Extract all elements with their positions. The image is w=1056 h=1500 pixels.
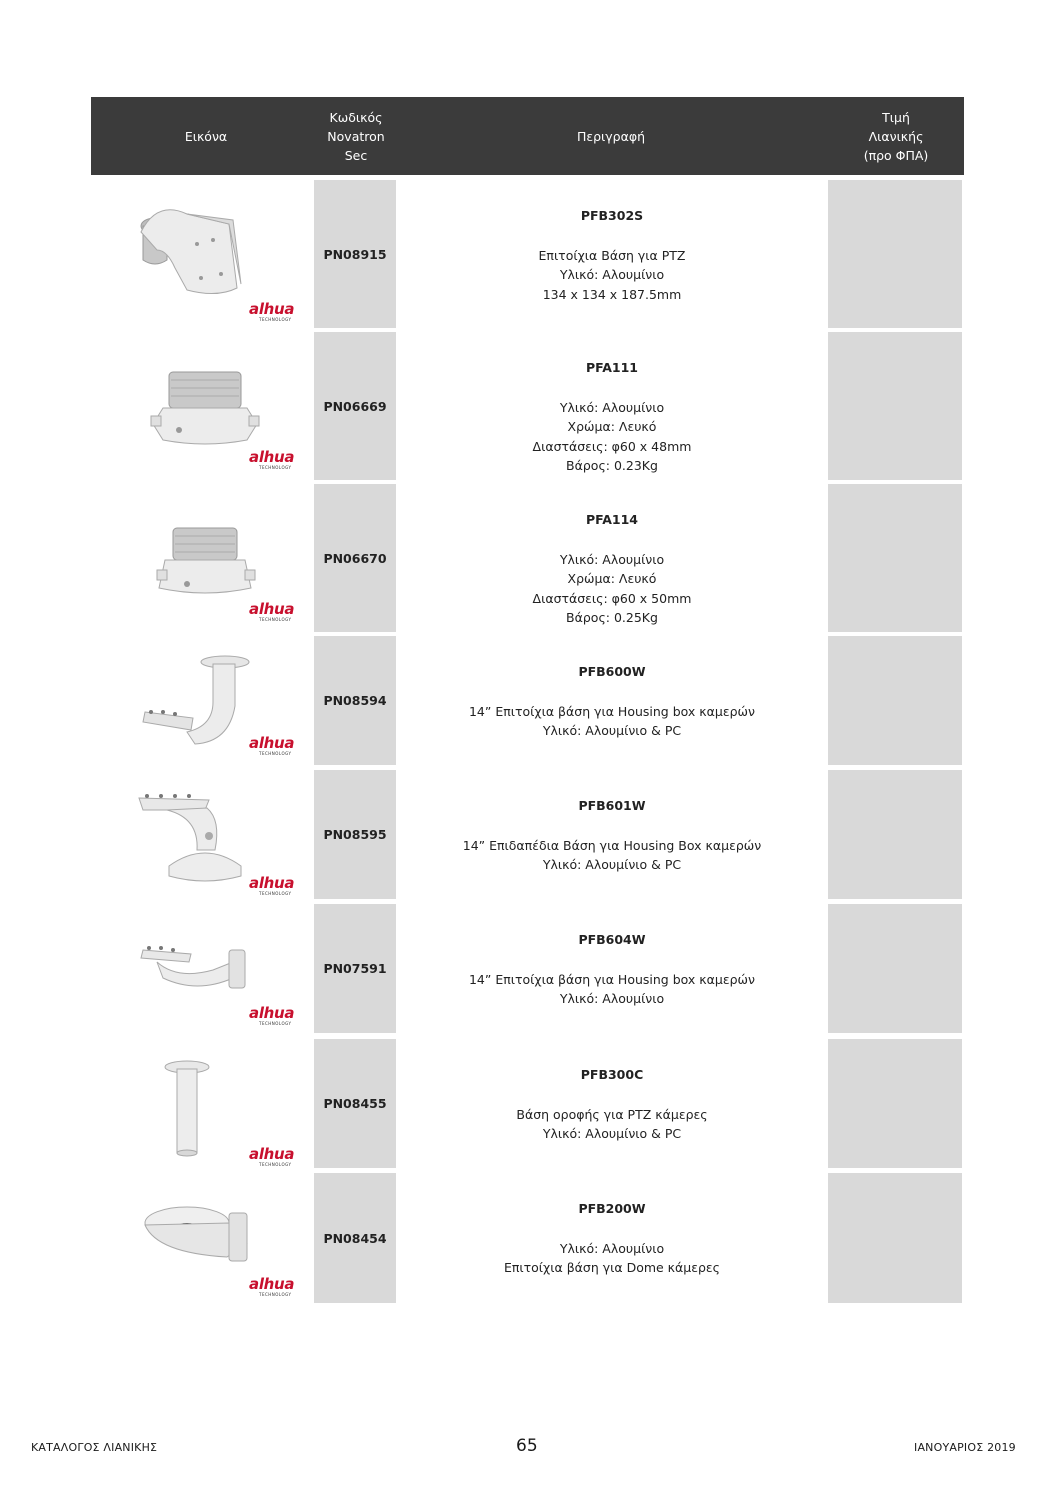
product-code: PN08595 <box>314 770 396 899</box>
product-model: PFA114 <box>585 512 639 527</box>
product-model: PFB604W <box>578 932 646 947</box>
table-row <box>91 484 964 632</box>
table-row <box>91 1173 964 1303</box>
footer-catalog-title: ΚΑΤΑΛΟΓΟΣ ΛΙΑΝΙΚΗΣ <box>31 1441 158 1454</box>
product-model: PFB300C <box>580 1067 644 1082</box>
product-code: PN06669 <box>314 332 396 480</box>
logo-mark: alhua <box>249 874 295 892</box>
description-line: 134 x 134 x 187.5mm <box>542 286 682 302</box>
description-line: Υλικό: Αλουμίνιο <box>559 399 665 415</box>
product-description <box>406 1039 818 1168</box>
description-line: Βάση οροφής για PTZ κάμερες <box>516 1106 708 1122</box>
description-line: Χρώμα: Λευκό <box>567 571 657 586</box>
logo-mark: alhua <box>249 1275 295 1293</box>
logo-sub: TECHNOLOGY <box>259 617 292 622</box>
description-line: Υλικό: Αλουμίνιο & PC <box>542 723 682 738</box>
price-cell <box>828 770 962 899</box>
product-description <box>406 904 818 1033</box>
product-image-cell <box>117 1039 307 1168</box>
description-line: Επιτοίχια βάση για Dome κάμερες <box>503 1260 721 1275</box>
product-code: PN08915 <box>314 180 396 328</box>
logo-sub: TECHNOLOGY <box>259 1021 292 1026</box>
table-row <box>91 180 964 328</box>
logo-mark: alhua <box>249 1145 295 1163</box>
price-cell <box>828 484 962 632</box>
product-description <box>406 1173 818 1303</box>
dahua-logo <box>249 1004 295 1026</box>
table-row <box>91 770 964 899</box>
description-line: 14” Επιτοίχια βάση για Housing box καμερών <box>468 703 755 719</box>
dahua-logo <box>249 874 295 896</box>
product-model: PFB601W <box>578 798 646 813</box>
header-image: Εικόνα <box>184 128 228 144</box>
logo-mark: alhua <box>249 300 295 318</box>
price-cell <box>828 904 962 1033</box>
product-model: PFB600W <box>578 664 646 679</box>
description-line: Διαστάσεις: φ60 x 50mm <box>532 590 692 606</box>
product-description <box>406 636 818 765</box>
description-line: 14” Επιτοίχια βάση για Housing box καμερών <box>468 971 755 987</box>
footer-date: ΙΑΝΟΥΑΡΙΟΣ 2019 <box>914 1441 1016 1454</box>
description-line: Υλικό: Αλουμίνιο <box>559 1240 665 1256</box>
price-cell <box>828 332 962 480</box>
product-description <box>406 770 818 899</box>
description-line: Υλικό: Αλουμίνιο <box>559 991 665 1006</box>
page-number: 65 <box>516 1436 538 1456</box>
product-image-cell <box>117 484 307 632</box>
dahua-logo <box>249 300 295 322</box>
product-code: PN08594 <box>314 636 396 765</box>
product-model: PFB302S <box>580 208 644 223</box>
logo-mark: alhua <box>249 600 295 618</box>
product-image-cell <box>117 180 307 328</box>
logo-sub: TECHNOLOGY <box>259 891 292 896</box>
logo-mark: alhua <box>249 448 295 466</box>
product-code: PN07591 <box>314 904 396 1033</box>
product-code: PN08454 <box>314 1173 396 1303</box>
product-model: PFA111 <box>585 360 639 375</box>
product-description <box>406 180 818 328</box>
logo-mark: alhua <box>249 734 295 752</box>
product-image-cell <box>117 1173 307 1303</box>
dahua-logo <box>249 1145 295 1167</box>
product-image-cell <box>117 770 307 899</box>
product-description <box>406 484 818 632</box>
header-code-label: Κωδικός Novatron Sec <box>327 109 385 163</box>
header-price-label: Τιμή Λιανικής (προ ΦΠΑ) <box>863 109 929 163</box>
price-cell <box>828 180 962 328</box>
product-code: PN06670 <box>314 484 396 632</box>
dahua-logo <box>249 448 295 470</box>
logo-sub: TECHNOLOGY <box>259 1292 292 1297</box>
description-line: Διαστάσεις: φ60 x 48mm <box>532 438 692 454</box>
logo-mark: alhua <box>249 1004 295 1022</box>
header-code <box>316 97 396 175</box>
dahua-logo <box>249 1275 295 1297</box>
product-image-cell <box>117 332 307 480</box>
price-cell <box>828 1039 962 1168</box>
dahua-logo <box>249 600 295 622</box>
product-image-cell <box>117 904 307 1033</box>
logo-sub: TECHNOLOGY <box>259 1162 292 1167</box>
product-description <box>406 332 818 480</box>
product-code: PN08455 <box>314 1039 396 1168</box>
table-row <box>91 332 964 480</box>
description-line: Βάρος: 0.25Kg <box>566 610 658 625</box>
price-cell <box>828 636 962 765</box>
description-line: Χρώμα: Λευκό <box>567 419 657 434</box>
description-line: Υλικό: Αλουμίνιο & PC <box>542 1126 682 1141</box>
table-row <box>91 1039 964 1168</box>
logo-sub: TECHNOLOGY <box>259 465 292 470</box>
description-line: Υλικό: Αλουμίνιο <box>559 267 665 282</box>
table-row <box>91 904 964 1033</box>
product-image-cell <box>117 636 307 765</box>
logo-sub: TECHNOLOGY <box>259 317 292 322</box>
description-line: Υλικό: Αλουμίνιο & PC <box>542 857 682 872</box>
header-description: Περιγραφή <box>576 128 646 144</box>
product-model: PFB200W <box>578 1201 646 1216</box>
dahua-logo <box>249 734 295 756</box>
price-cell <box>828 1173 962 1303</box>
table-header <box>91 97 964 175</box>
description-line: Βάρος: 0.23Kg <box>566 458 658 473</box>
header-price <box>831 97 961 175</box>
description-line: Υλικό: Αλουμίνιο <box>559 551 665 567</box>
logo-sub: TECHNOLOGY <box>259 751 292 756</box>
description-line: 14” Επιδαπέδια Βάση για Housing Box καμερών <box>462 837 762 853</box>
description-line: Επιτοίχια Βάση για PTZ <box>538 247 686 263</box>
table-row <box>91 636 964 765</box>
